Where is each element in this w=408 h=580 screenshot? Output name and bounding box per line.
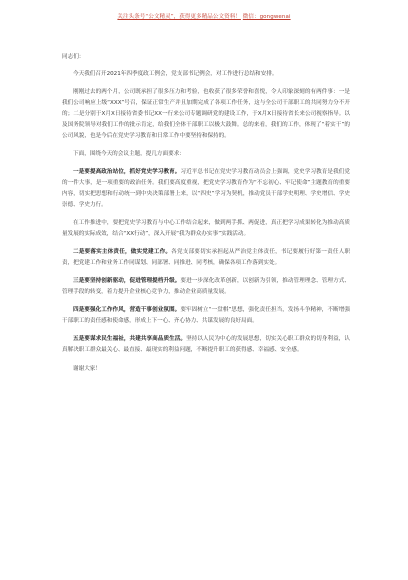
promo-banner-text: 关注头条号“公文精灵”，获得更多精品公文资料！ <box>117 14 241 20</box>
point-4-heading: 四是要强化工作作风，营造干事创业氛围。 <box>73 307 181 313</box>
point-5-heading: 五是要谋求民生福祉，共建共享高品质生活。 <box>73 336 187 342</box>
paragraph-point-1: 一是要提高政治站位，抓好党史学习教育。习近平总书记在党史学习教育动员会上强调，党史学习教育是我们党的一件大事，是一项重要的政治任务。我们要高度重视，把党史学习教育作为“不忘初心、牢记使命”主题教育的重要内容，切实把思想和行动统一到中央决策部署上来，以“四史”学习为契机，推动党员干部学史明理、学史增信、学史崇德、学史力行。 <box>62 169 350 208</box>
point-3-heading: 三是要坚持创新驱动，促进管理提档升级。 <box>73 278 181 284</box>
paragraph-intro: 今天我们召开2021年四季度政工例会，党支部书记例会，对工作进行总结和安排。 <box>73 71 278 77</box>
paragraph-point-5: 五是要谋求民生福祉，共建共享高品质生活。坚持以人民为中心的发展思想，切实关心职工群众的切身利益，认真解决职工群众最关心、最直接、最现实的利益问题，不断提升职工的获得感、幸福感、安全感。 <box>62 336 350 353</box>
paragraph-point-1-cont: 在工作推进中，要把党史学习教育与中心工作结合起来，做到两手抓、两促进，真正把学习成果转化为推动高质量发展的实际成效，结合“XX行动”，深入开展“我为群众办实事”实践活动。 <box>62 220 350 237</box>
promo-banner <box>0 12 408 20</box>
paragraph-point-4: 四是要强化工作作风，营造干事创业氛围。要牢固树立“一盘棋”思想，强化责任担当，发扬斗争精神，不断增强干部职工的责任感和使命感，形成上下一心、齐心协力、共谋发展的良好局面。 <box>62 307 350 324</box>
point-1-heading: 一是要提高政治站位，抓好党史学习教育。 <box>73 169 181 175</box>
closing-remark: 谢谢大家！ <box>73 366 101 372</box>
promo-banner-wechat: 微信：gongwenai <box>242 14 291 20</box>
document-body <box>62 52 350 375</box>
paragraph-point-3: 三是要坚持创新驱动，促进管理提档升级。要进一步深化改革创新，以创新为引领，推动管理理念、管理方式、管理手段的转变，着力提升企业核心竞争力，推动企业高质量发展。 <box>62 278 350 295</box>
salutation: 同志们： <box>62 54 85 60</box>
paragraph-review: 刚刚过去的两个月，公司既承担了很多压力和考验，也收获了很多荣誉和喜悦，令人印象深刻的有两件事：一是我们公司响应上级“XXX”号召，保证正常生产并且加期完成了各项工作任务，这与全公司干部职工的共同努力分不开的；二是分别于X月X日接待省委书记XX一行来公司专题调研党的建设工作，于X月X日接待省长来公司视察指导。以及国务院领导对我们工作的批示肯定，给我们全体干部职工以极大鼓舞。总的来看，我们的工作，体现了“着实干”的公司风貌，也是今后在党史学习教育和日常工作中要坚持和保持的。 <box>62 89 350 139</box>
paragraph-point-2: 二是要落实主体责任，做实党建工作。各党支部要切实承担起从严治党主体责任，书记要履行好第一责任人职责，把党建工作和业务工作同谋划、同部署、同推进、同考核，确保各项工作落到实处。 <box>62 249 350 266</box>
paragraph-transition: 下面，围绕今天的会议主题，提几方面要求： <box>73 151 185 157</box>
point-2-heading: 二是要落实主体责任，做实党建工作。 <box>73 249 172 255</box>
